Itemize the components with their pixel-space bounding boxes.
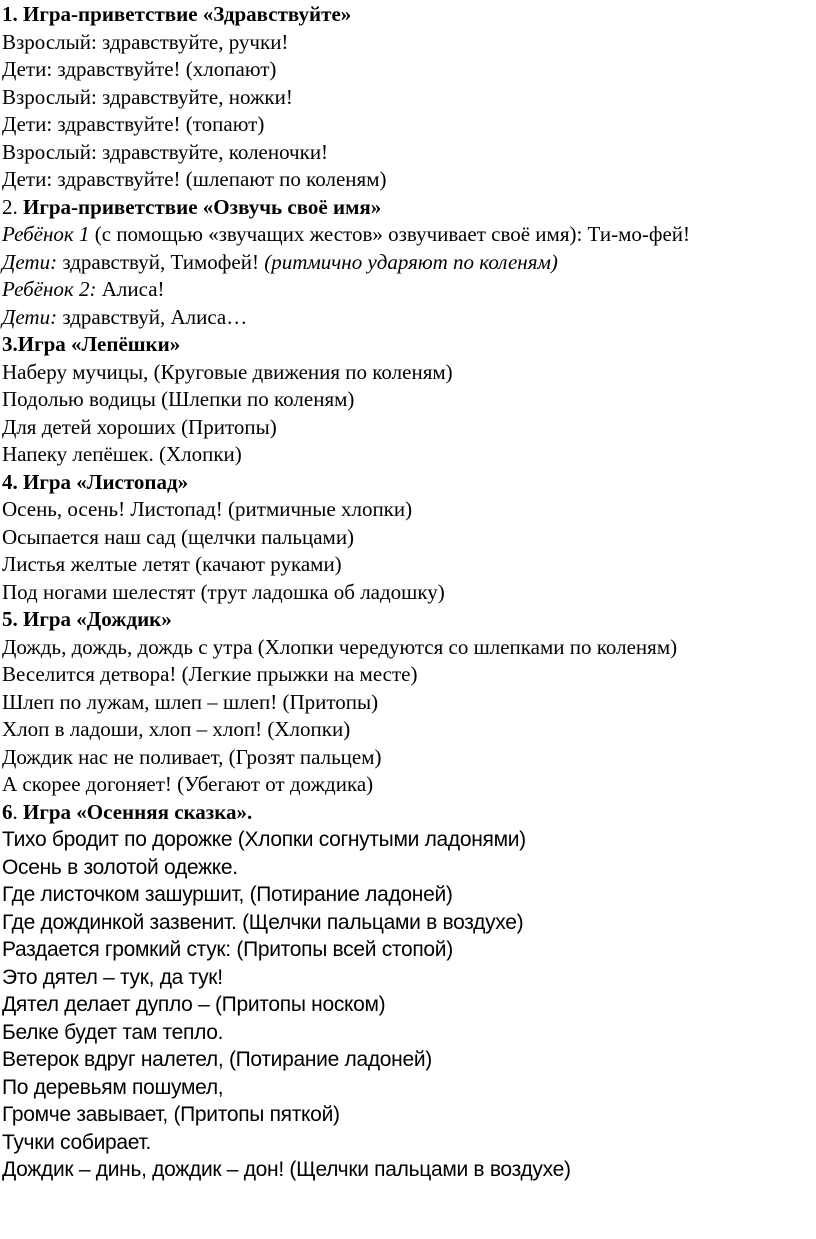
text-line — [2, 1129, 816, 1157]
text-line — [2, 524, 816, 552]
text-line — [2, 1074, 816, 1102]
text-run: Взрослый: здравствуйте, ручки! — [2, 29, 289, 54]
text-line — [2, 414, 816, 442]
text-run: Подолью водицы (Шлепки по коленям) — [2, 387, 355, 411]
text-line — [2, 359, 816, 387]
text-run: Листья желтые летят (качают руками) — [2, 552, 342, 576]
text-line — [2, 249, 816, 277]
text-line — [2, 29, 816, 57]
text-line — [2, 304, 816, 332]
text-run: Тихо бродит по дорожке (Хлопки согнутыми ладонями) — [2, 828, 526, 851]
text-run: Взрослый: здравствуйте, ножки! — [2, 84, 293, 109]
text-run: (с помощью «звучащих жестов» озвучивает своё имя): Ти-мо-фей! — [89, 222, 691, 246]
text-run: Осень в золотой одежке. — [2, 855, 238, 879]
text-line — [2, 634, 816, 662]
italic-text: Ребёнок 2: — [2, 277, 97, 301]
text-line — [2, 881, 816, 909]
text-run: Где дождинкой зазвенит. (Щелчки пальцами в воздухе) — [2, 910, 524, 934]
text-line — [2, 496, 816, 524]
text-line — [2, 1101, 816, 1129]
text-run: 2. — [2, 194, 23, 219]
text-run: здравствуй, Тимофей! — [57, 249, 265, 274]
bold-text: 4. Игра «Листопад» — [2, 469, 189, 494]
text-run: Хлоп в ладоши, хлоп – хлоп! (Хлопки) — [2, 717, 351, 741]
text-line — [2, 909, 816, 937]
text-line — [2, 661, 816, 689]
text-run: Белке будет там тепло. — [2, 1020, 224, 1044]
text-run: Дети: здравствуйте! (хлопают) — [2, 57, 277, 81]
text-run: Дети: здравствуйте! (топают) — [2, 112, 265, 136]
text-run: Раздается громкий стук: (Притопы всей стопой) — [2, 938, 453, 961]
text-run: Осень, осень! Листопад! (ритмичные хлопки) — [2, 497, 413, 521]
text-run: Дятел делает дупло – (Притопы носком) — [2, 993, 386, 1016]
text-run: Это дятел – тук, да тук! — [2, 965, 223, 989]
text-line — [2, 139, 816, 167]
text-run: По деревьям пошумел, — [2, 1075, 224, 1099]
text-line — [2, 1019, 816, 1047]
text-line — [2, 826, 816, 854]
bold-text: 3.Игра «Лепёшки» — [2, 332, 181, 356]
text-run: . — [12, 799, 23, 824]
text-run: Алиса! — [96, 277, 165, 301]
bold-text: Игра «Осенняя сказка». — [23, 799, 253, 824]
text-line — [2, 771, 816, 799]
text-line — [2, 111, 816, 139]
text-line — [2, 56, 816, 84]
text-line — [2, 689, 816, 717]
section-heading — [2, 606, 816, 634]
text-run: Дождик – динь, дождик – дон! (Щелчки пальцами в воздухе) — [2, 1158, 571, 1181]
text-line — [2, 716, 816, 744]
text-run: Громче завывает, (Притопы пяткой) — [2, 1103, 340, 1126]
text-run: здравствуй, Алиса… — [57, 304, 248, 329]
section-heading — [2, 799, 816, 827]
text-line — [2, 551, 816, 579]
text-line — [2, 744, 816, 772]
text-run: Для детей хороших (Притопы) — [2, 414, 277, 439]
bold-text: Игра-приветствие «Озвучь своё имя» — [23, 194, 382, 219]
text-run: Дети: здравствуйте! (шлепают по коленям) — [2, 167, 387, 191]
italic-text: (ритмично ударяют по коленям) — [264, 249, 558, 274]
section-heading — [2, 194, 816, 222]
italic-text: Ребёнок 1 — [2, 222, 90, 246]
text-line — [2, 936, 816, 964]
text-line — [2, 991, 816, 1019]
text-line — [2, 1156, 816, 1184]
text-line — [2, 964, 816, 992]
text-run: Взрослый: здравствуйте, коленочки! — [2, 139, 329, 164]
italic-text: Дети: — [2, 249, 58, 274]
text-run: Веселится детвора! (Легкие прыжки на месте) — [2, 662, 418, 686]
text-run: Тучки собирает. — [2, 1130, 151, 1154]
text-run: Дождик нас не поливает, (Грозят пальцем) — [2, 744, 382, 769]
text-run: Осыпается наш сад (щелчки пальцами) — [2, 524, 355, 549]
text-run: Дождь, дождь, дождь с утра (Хлопки чередуются со шлепками по коленям) — [2, 634, 678, 659]
section-heading — [2, 1, 816, 29]
text-line — [2, 579, 816, 607]
text-line — [2, 441, 816, 469]
text-run: Наберу мучицы, (Круговые движения по коленям) — [2, 359, 453, 384]
bold-text: 6 — [2, 799, 13, 824]
italic-text: Дети: — [2, 304, 58, 329]
text-line — [2, 1046, 816, 1074]
text-line — [2, 854, 816, 882]
text-line — [2, 386, 816, 414]
bold-text: 1. Игра-приветствие «Здравствуйте» — [2, 2, 352, 26]
section-heading — [2, 469, 816, 497]
text-run: А скорее догоняет! (Убегают от дождика) — [2, 772, 374, 796]
section-heading — [2, 331, 816, 359]
text-line — [2, 166, 816, 194]
text-line — [2, 84, 816, 112]
text-run: Под ногами шелестят (трут ладошка об ладошку) — [2, 579, 445, 604]
text-line — [2, 276, 816, 304]
text-run: Шлеп по лужам, шлеп – шлеп! (Притопы) — [2, 689, 379, 714]
bold-text: 5. Игра «Дождик» — [2, 607, 172, 631]
text-run: Ветерок вдруг налетел, (Потирание ладоней) — [2, 1048, 432, 1071]
text-line — [2, 221, 816, 249]
text-run: Где листочком зашуршит, (Потирание ладоней) — [2, 883, 453, 906]
text-run: Напеку лепёшек. (Хлопки) — [2, 442, 242, 466]
